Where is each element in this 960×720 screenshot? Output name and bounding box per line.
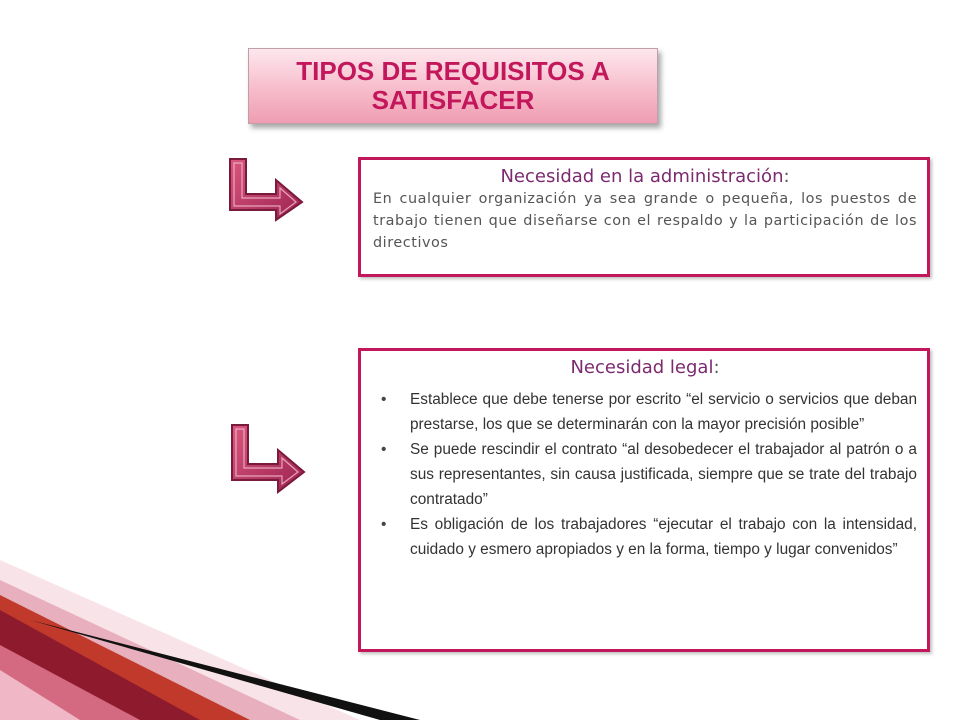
bullet-icon: • (381, 391, 387, 408)
admin-need-heading-colon: : (783, 166, 790, 187)
list-item-text: Establece que debe tenerse por escrito “el servicio o servicios que deban prestarse, los que se determinarán con la mayor precisión posible” (410, 391, 917, 433)
legal-need-heading-text: Necesidad legal (570, 357, 714, 378)
list-item (373, 437, 917, 512)
admin-need-heading (373, 166, 917, 188)
page-title: TIPOS DE REQUISITOS A SATISFACER (296, 56, 610, 115)
admin-need-heading-text: Necesidad en la administración (500, 166, 784, 187)
legal-need-heading-colon: : (713, 357, 720, 378)
bullet-icon: • (381, 516, 387, 533)
title-box (248, 48, 658, 124)
list-item (373, 512, 917, 562)
list-item (373, 387, 917, 437)
legal-need-heading (373, 357, 917, 379)
legal-need-list (373, 387, 917, 562)
admin-need-card (358, 157, 930, 277)
legal-need-card (358, 348, 930, 652)
list-item-text: Se puede rescindir el contrato “al desobedecer el trabajador al patrón o a sus representantes, sin causa justificada, siempre que se trate del trabajo contratado” (410, 441, 917, 508)
admin-need-body: En cualquier organización ya sea grande o pequeña, los puestos de trabajo tienen que diseñarse con el respaldo y la participación de los directivos (373, 191, 917, 251)
corner-decoration (0, 560, 420, 720)
list-item-text: Es obligación de los trabajadores “ejecutar el trabajo con la intensidad, cuidado y esmero apropiados y en la forma, tiempo y lugar convenidos” (410, 516, 917, 558)
bent-arrow-icon (226, 422, 308, 494)
bullet-icon: • (381, 441, 387, 458)
bent-arrow-icon (224, 156, 306, 222)
